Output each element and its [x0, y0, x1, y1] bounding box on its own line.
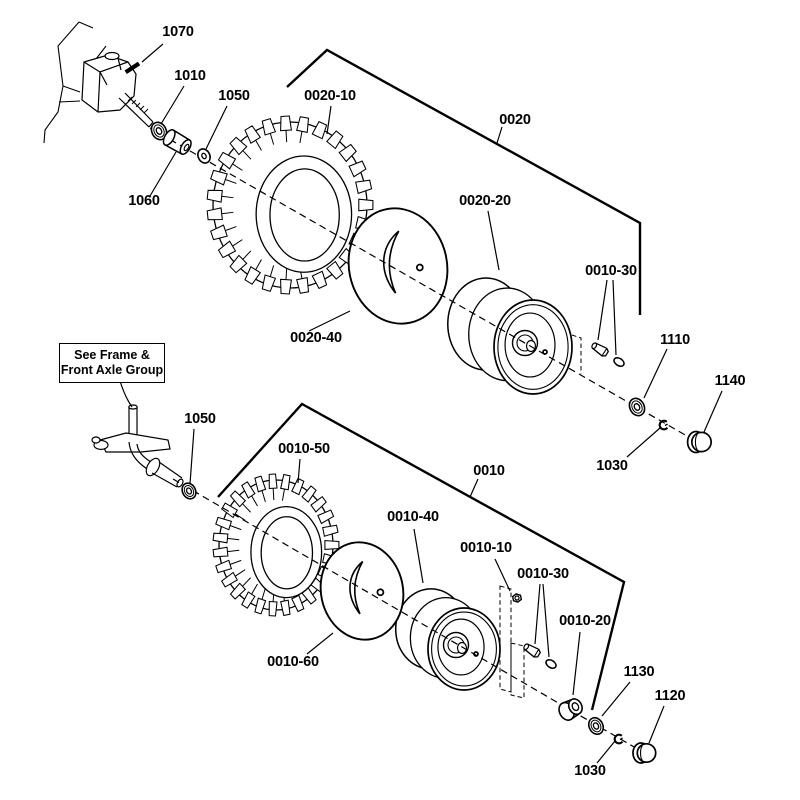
gearbox-sketch: [82, 53, 153, 128]
callout-1110: 1110: [660, 332, 690, 348]
callout-1050-lower: 1050: [184, 411, 216, 427]
callout-1060: 1060: [128, 193, 160, 209]
callout-1070: 1070: [162, 24, 194, 40]
callout-0010-60: 0010-60: [267, 654, 319, 670]
tire-0010-50: [213, 474, 339, 616]
callout-0010-10: 0010-10: [460, 540, 512, 556]
valve-stem-upper: [590, 341, 609, 358]
spindle-sketch: [92, 405, 184, 488]
valve-cap-upper: [612, 356, 625, 368]
callout-0020-20: 0020-20: [459, 193, 511, 209]
hub-cap-1140: [688, 432, 712, 453]
valve-locator-box-upper: [572, 335, 581, 374]
callout-1030-upper: 1030: [596, 458, 628, 474]
valve-cap-lower: [544, 658, 557, 670]
washer-1130: [586, 715, 606, 737]
lug-nut-0010-10: [513, 594, 522, 602]
e-ring-1030-lower: [615, 735, 623, 744]
callout-0010-40: 0010-40: [387, 509, 439, 525]
frame-axle-note: [59, 343, 165, 383]
frame-axle-note-line2: Front Axle Group: [60, 363, 164, 377]
callout-0010-20: 0010-20: [559, 613, 611, 629]
rim-0020-20: [448, 278, 572, 394]
callout-1030-lower: 1030: [574, 763, 606, 779]
callout-0010: 0010: [473, 463, 505, 479]
callout-1010: 1010: [174, 68, 206, 84]
valve-locator-box-lower: [500, 586, 524, 698]
hub-cap-1120: [633, 743, 656, 763]
callout-0010-50: 0010-50: [278, 441, 330, 457]
rim-0010-40: [396, 589, 500, 690]
callout-0010-30-lower: 0010-30: [517, 566, 569, 582]
callout-1130: 1130: [623, 664, 655, 680]
callout-0020: 0020: [499, 112, 531, 128]
callout-0020-40: 0020-40: [290, 330, 342, 346]
callout-0010-30-upper: 0010-30: [585, 263, 637, 279]
callout-1140: 1140: [714, 373, 746, 389]
frame-axle-note-line1: See Frame &: [74, 348, 150, 362]
washer-1110: [626, 396, 647, 419]
callout-1120: 1120: [654, 688, 686, 704]
valve-stem-lower: [522, 642, 541, 659]
callout-1050-upper: 1050: [218, 88, 250, 104]
callout-0020-10: 0020-10: [304, 88, 356, 104]
bushing-0010-20: [556, 696, 585, 723]
